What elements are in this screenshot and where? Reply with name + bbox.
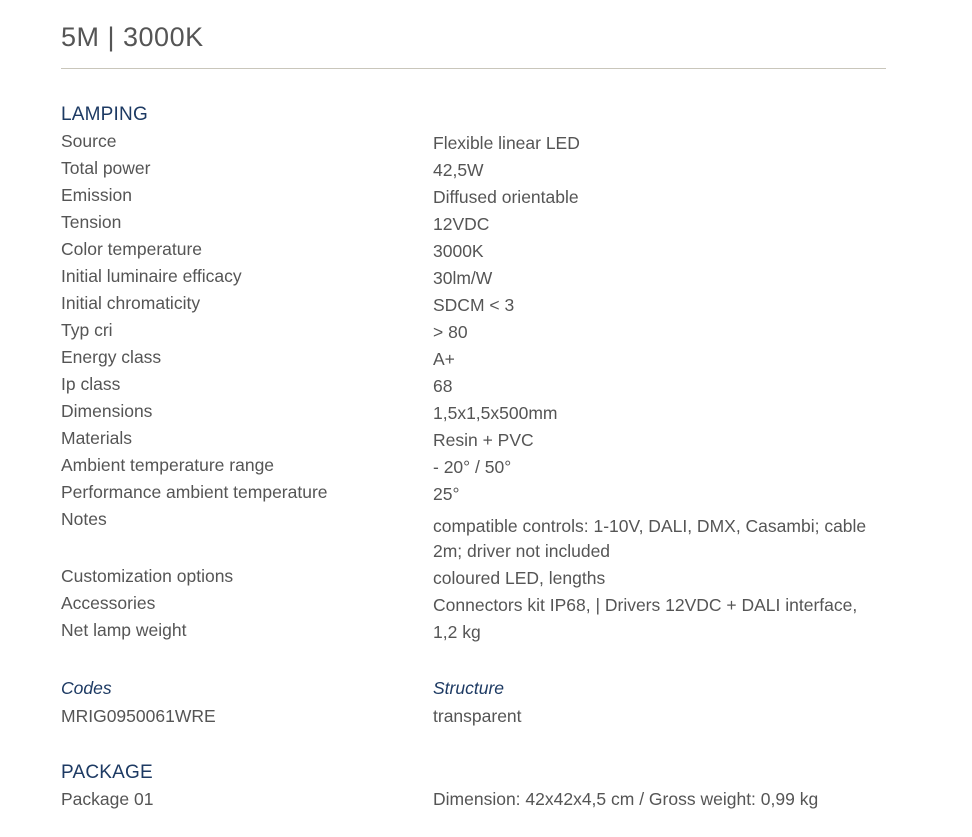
- spec-value: SDCM < 3: [433, 295, 515, 315]
- package-label: Package 01: [61, 789, 154, 809]
- spec-value: 68: [433, 376, 453, 396]
- spec-row-total-power: [61, 158, 891, 185]
- spec-row-dimensions: [61, 401, 891, 428]
- codes-value: MRIG0950061WRE: [61, 706, 216, 726]
- spec-label: Total power: [61, 158, 151, 178]
- spec-value: Resin + PVC: [433, 430, 534, 450]
- spec-value: 1,5x1,5x500mm: [433, 403, 558, 423]
- spec-value: - 20° / 50°: [433, 457, 512, 477]
- lamping-heading: LAMPING: [61, 104, 148, 125]
- spec-row-customization: [61, 566, 891, 593]
- title-divider: [61, 68, 886, 69]
- spec-value: Connectors kit IP68, | Drivers 12VDC + DALI interface,: [433, 595, 858, 615]
- spec-label: Performance ambient temperature: [61, 482, 328, 502]
- spec-row-notes: [61, 509, 891, 563]
- spec-value: 3000K: [433, 241, 484, 261]
- spec-value: Diffused orientable: [433, 187, 579, 207]
- spec-value: 30lm/W: [433, 268, 493, 288]
- spec-label: Ambient temperature range: [61, 455, 275, 475]
- spec-value: 1,2 kg: [433, 622, 481, 642]
- spec-row-chromaticity: [61, 293, 891, 320]
- spec-value: A+: [433, 349, 455, 369]
- spec-label: Dimensions: [61, 401, 153, 421]
- spec-value: coloured LED, lengths: [433, 568, 606, 588]
- spec-row-performance-temperature: [61, 482, 891, 509]
- spec-label: Energy class: [61, 347, 162, 367]
- spec-row-emission: [61, 185, 891, 212]
- spec-label: Ip class: [61, 374, 121, 394]
- spec-label: Accessories: [61, 593, 156, 613]
- package-value: Dimension: 42x42x4,5 cm / Gross weight: 0,99 kg: [433, 789, 819, 809]
- spec-value: > 80: [433, 322, 468, 342]
- spec-value: compatible controls: 1-10V, DALI, DMX, Casambi; cable 2m; driver not included: [433, 516, 867, 561]
- spec-label: Initial luminaire efficacy: [61, 266, 242, 286]
- spec-label: Initial chromaticity: [61, 293, 201, 313]
- codes-label: Codes: [61, 678, 112, 698]
- spec-value: Flexible linear LED: [433, 133, 580, 153]
- package-heading: PACKAGE: [61, 762, 153, 783]
- spec-row-net-weight: [61, 620, 891, 647]
- spec-row-source: [61, 131, 891, 158]
- spec-row-ip-class: [61, 374, 891, 401]
- spec-value: 25°: [433, 484, 460, 504]
- spec-label: Net lamp weight: [61, 620, 187, 640]
- spec-label: Tension: [61, 212, 122, 232]
- spec-row-color-temperature: [61, 239, 891, 266]
- spec-row-typ-cri: [61, 320, 891, 347]
- structure-value: transparent: [433, 706, 522, 726]
- spec-row-tension: [61, 212, 891, 239]
- spec-label: Color temperature: [61, 239, 203, 259]
- spec-value: 42,5W: [433, 160, 484, 180]
- spec-label: Emission: [61, 185, 132, 205]
- spec-label: Typ cri: [61, 320, 113, 340]
- page-title: 5M | 3000K: [61, 22, 204, 52]
- spec-label: Source: [61, 131, 117, 151]
- spec-label: Materials: [61, 428, 132, 448]
- spec-row-materials: [61, 428, 891, 455]
- spec-row-luminaire-efficacy: [61, 266, 891, 293]
- spec-row-energy-class: [61, 347, 891, 374]
- spec-value: 12VDC: [433, 214, 490, 234]
- spec-row-ambient-temperature: [61, 455, 891, 482]
- structure-label: Structure: [433, 678, 504, 698]
- spec-label: Customization options: [61, 566, 234, 586]
- spec-label: Notes: [61, 509, 107, 529]
